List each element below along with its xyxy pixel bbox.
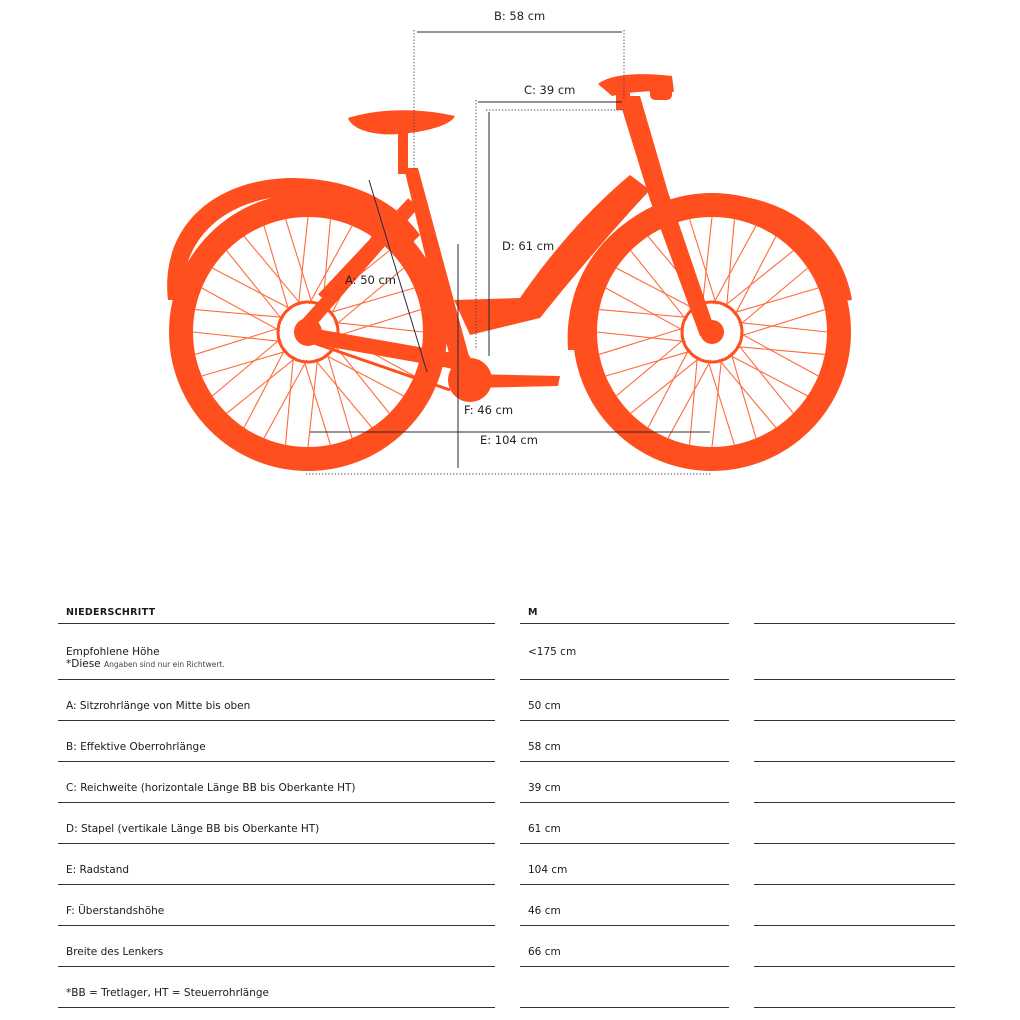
table-row [58, 680, 958, 721]
spoke [713, 226, 756, 304]
table-row [58, 721, 958, 762]
spoke [336, 310, 421, 337]
spoke [599, 310, 688, 318]
spoke [193, 332, 282, 342]
spoke [212, 339, 280, 396]
row-value: 39 cm [528, 782, 561, 794]
spoke [719, 359, 776, 427]
spoke [195, 328, 280, 355]
row-label: A: Sitzrohrlänge von Mitte bis oben [66, 700, 251, 712]
table-row [58, 926, 958, 967]
row-label: Breite des Lenkers [66, 946, 164, 958]
dim-label-d: D: 61 cm [502, 239, 555, 253]
row-label: Empfohlene Höhe *Diese Angaben sind nur ein Richtwert. [66, 646, 225, 670]
row-value: 58 cm [528, 741, 561, 753]
spoke [202, 351, 288, 376]
table-header [58, 600, 958, 624]
table-row [58, 762, 958, 803]
header-size: M [528, 607, 538, 618]
spoke [740, 333, 818, 376]
dim-label-b: B: 58 cm [494, 9, 546, 23]
table-row [58, 844, 958, 885]
spoke [708, 360, 735, 445]
spoke [599, 328, 684, 355]
spoke [702, 217, 712, 306]
geometry-table [58, 600, 958, 1008]
front-wheel [585, 205, 839, 459]
spoke [727, 219, 735, 308]
spoke [606, 288, 684, 331]
spoke [327, 353, 352, 439]
spoke [264, 226, 289, 312]
spoke [648, 349, 689, 428]
footnote: *BB = Tretlager, HT = Steuerrohrlänge [66, 987, 270, 999]
row-value: 104 cm [528, 864, 568, 876]
spoke [740, 310, 825, 337]
spoke [668, 360, 711, 438]
spoke [690, 356, 698, 445]
spoke [733, 288, 819, 313]
table-row [58, 803, 958, 844]
spoke [616, 339, 684, 396]
dim-label-e: E: 104 cm [480, 433, 538, 447]
row-value: 46 cm [528, 905, 561, 917]
dim-label-f: F: 46 cm [464, 403, 514, 417]
spoke [244, 349, 285, 428]
table-footnote-row [58, 967, 958, 1008]
spoke [195, 310, 284, 318]
spoke [735, 236, 776, 315]
row-label: E: Radstand [66, 864, 130, 876]
spoke [739, 268, 807, 325]
spoke [264, 360, 307, 438]
spoke [308, 358, 318, 447]
spoke [286, 219, 313, 304]
spoke [212, 268, 291, 309]
dim-label-a: A: 50 cm [345, 273, 397, 287]
table-row [58, 885, 958, 926]
spoke [244, 236, 301, 304]
row-value: 66 cm [528, 946, 561, 958]
spoke [202, 288, 280, 331]
spoke [334, 322, 423, 332]
spoke [286, 356, 294, 445]
row-label: F: Überstandshöhe [66, 905, 165, 917]
row-value: 61 cm [528, 823, 561, 835]
spoke [298, 217, 308, 306]
spoke [597, 332, 686, 342]
spoke [606, 351, 692, 376]
spoke [712, 358, 722, 447]
spoke [736, 347, 825, 355]
row-value: <175 cm [528, 646, 577, 658]
row-value: 50 cm [528, 700, 561, 712]
rear-light [170, 262, 180, 276]
table-row-height [58, 624, 958, 680]
row-label: C: Reichweite (horizontale Länge BB bis Oberkante HT) [66, 782, 356, 794]
spoke [738, 322, 827, 332]
header-frame-type: NIEDERSCHRITT [66, 607, 156, 618]
spoke [731, 353, 756, 439]
row-label: D: Stapel (vertikale Länge BB bis Oberkante HT) [66, 823, 320, 835]
spoke [729, 355, 808, 396]
row-label: B: Effektive Oberrohrlänge [66, 741, 206, 753]
spoke [315, 359, 372, 427]
dim-label-c: C: 39 cm [524, 83, 576, 97]
